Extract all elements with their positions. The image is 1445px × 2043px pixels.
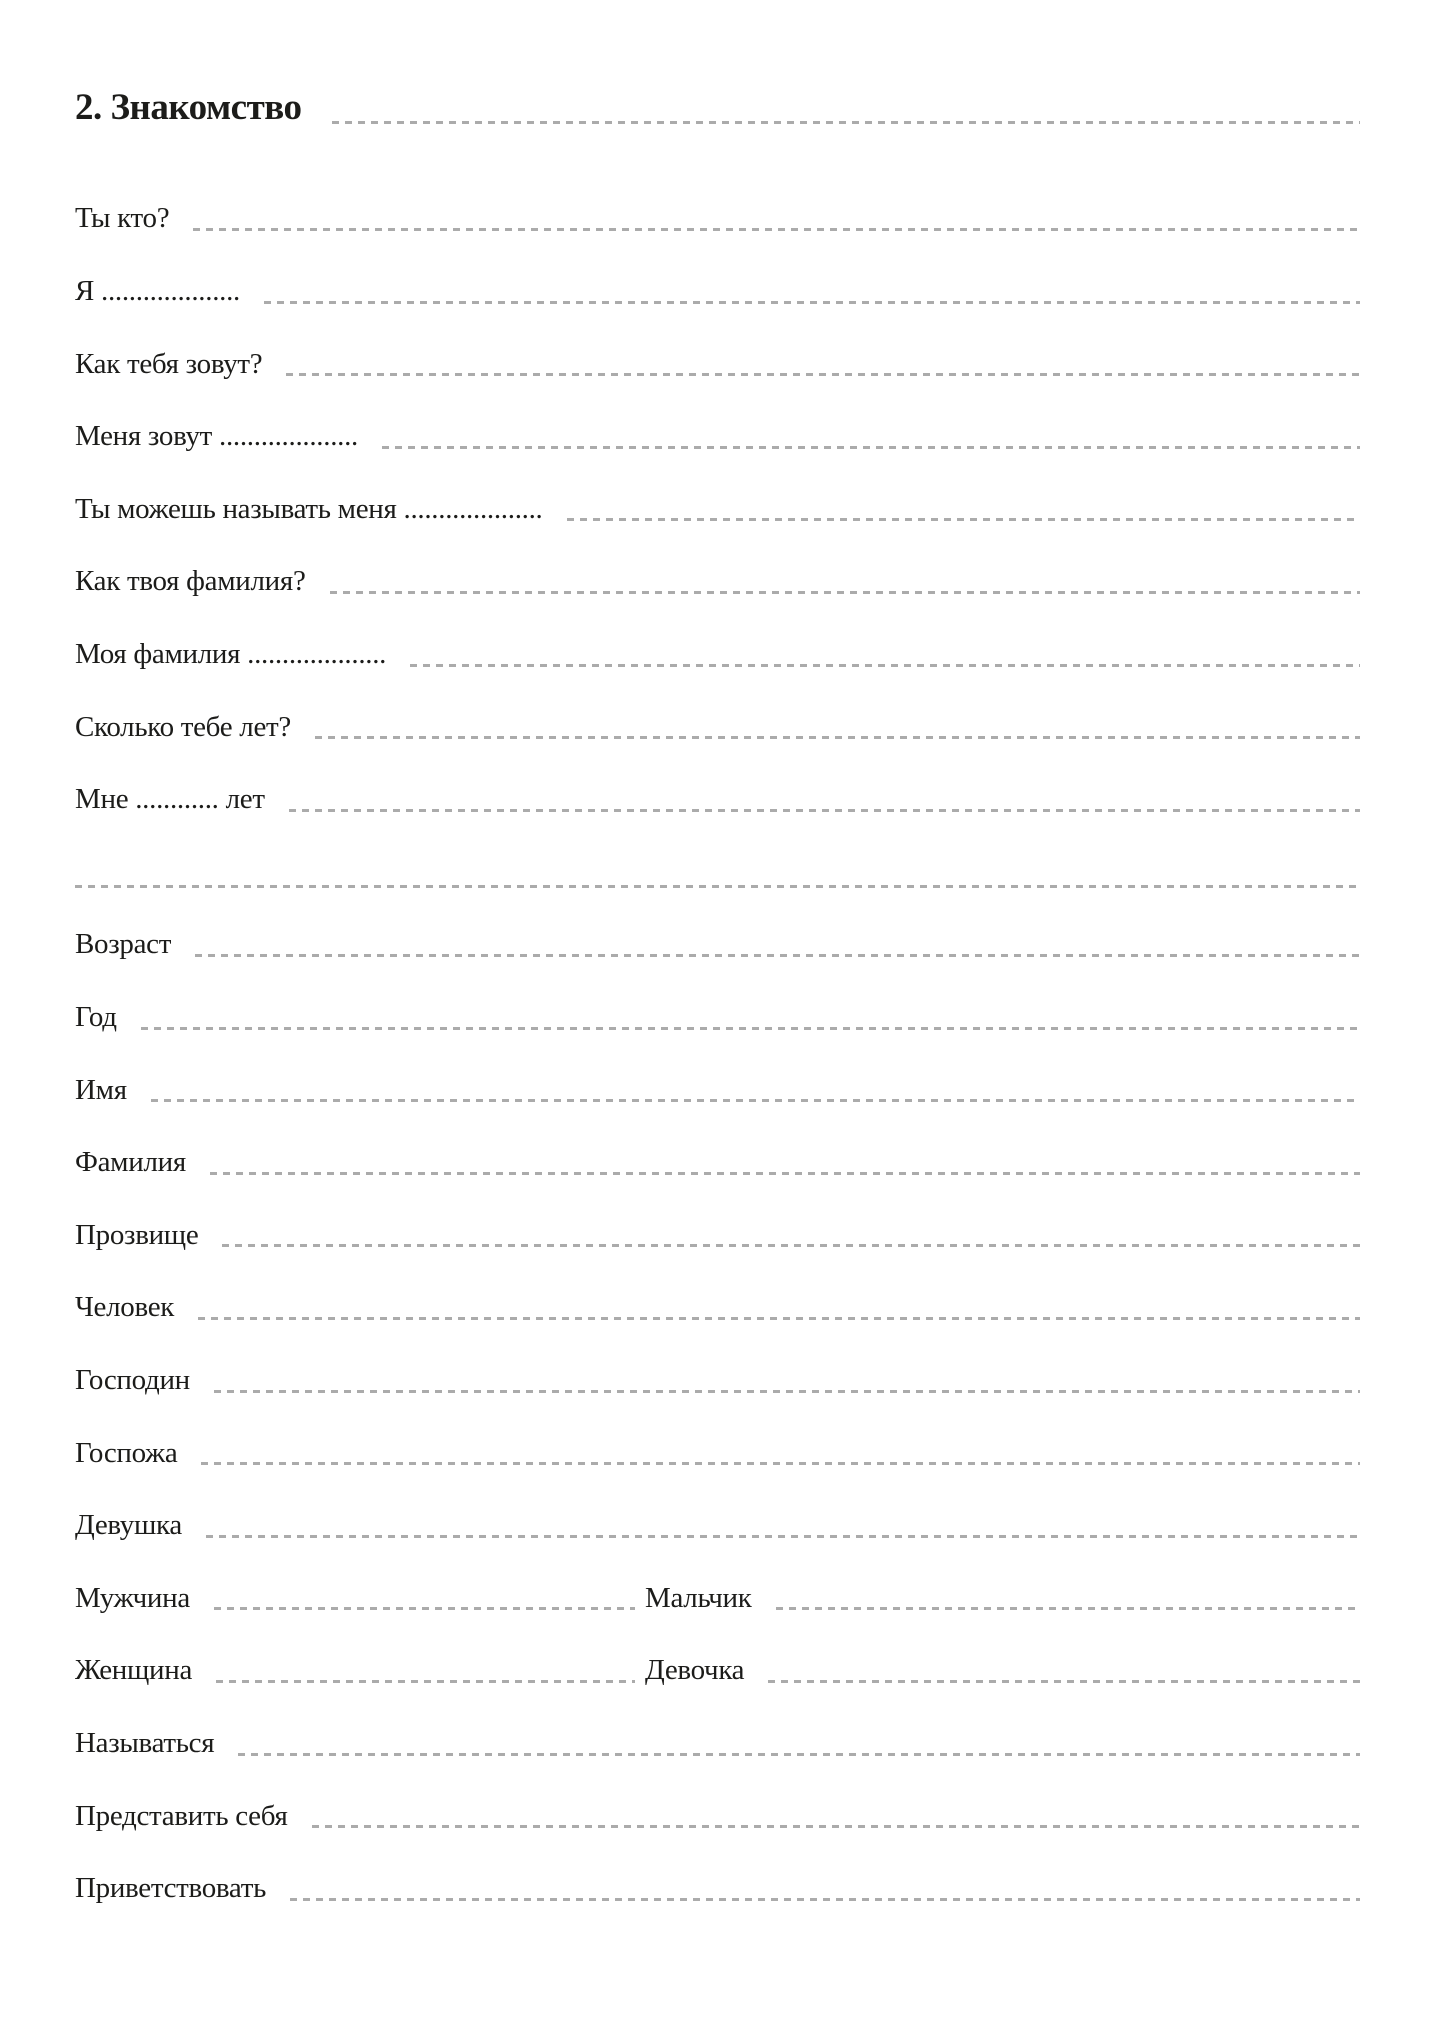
phrase-label: Как тебя зовут?: [75, 347, 263, 380]
phrase-label: Моя фамилия ....................: [75, 638, 387, 671]
writing-line: [289, 809, 1360, 812]
phrase-label: Как твоя фамилия?: [75, 565, 306, 598]
writing-line: [330, 591, 1360, 594]
phrase-row: [75, 773, 1360, 815]
blank-writing-line: [75, 885, 1360, 888]
phrase-row: [75, 700, 1360, 742]
phrase-label: Сколько тебе лет?: [75, 710, 291, 743]
writing-line: [312, 1825, 1361, 1828]
writing-line: [410, 664, 1360, 667]
phrase-label: Меня зовут ....................: [75, 420, 358, 453]
writing-line: [264, 301, 1360, 304]
vocab-row: [75, 1208, 1360, 1250]
writing-line: [210, 1172, 1360, 1175]
writing-line: [206, 1535, 1360, 1538]
vocab-label: Женщина: [75, 1654, 193, 1687]
phrase-row: [75, 410, 1360, 452]
vocab-row: [75, 1281, 1360, 1323]
vocab-row: [75, 1426, 1360, 1468]
phrase-label: Мне ............ лет: [75, 783, 265, 816]
section-title: 2. Знакомство: [75, 87, 302, 129]
vocab-label: Возраст: [75, 928, 172, 961]
phrase-row: [75, 482, 1360, 524]
vocab-label: Госпожа: [75, 1436, 178, 1469]
vocab-column-right: [635, 1581, 1360, 1614]
phrase-row: [75, 337, 1360, 379]
phrase-row: [75, 192, 1360, 234]
vocab-row: [75, 1789, 1360, 1831]
vocab-label: Девушка: [75, 1509, 182, 1542]
writing-line: [768, 1680, 1360, 1683]
vocab-label: Представить себя: [75, 1799, 288, 1832]
vocab-label: Прозвище: [75, 1218, 199, 1251]
writing-line: [151, 1099, 1360, 1102]
vocab-row: [75, 991, 1360, 1033]
writing-line: [193, 228, 1360, 231]
phrase-label: Я ....................: [75, 275, 240, 308]
section-title-row: [75, 75, 1360, 127]
vocab-row: [75, 1644, 1360, 1686]
vocab-label: Год: [75, 1001, 117, 1034]
vocab-label: Человек: [75, 1291, 175, 1324]
writing-line: [315, 736, 1360, 739]
vocab-row: [75, 1354, 1360, 1396]
writing-line: [382, 446, 1360, 449]
vocab-column-left: [75, 1581, 635, 1614]
vocab-row: [75, 1063, 1360, 1105]
vocab-label: Имя: [75, 1073, 127, 1106]
vocab-label: Приветствовать: [75, 1872, 267, 1905]
writing-line: [214, 1607, 635, 1610]
vocab-row: [75, 918, 1360, 960]
phrase-row: [75, 628, 1360, 670]
writing-line: [216, 1680, 635, 1683]
phrase-label: Ты кто?: [75, 202, 170, 235]
vocab-row: [75, 1571, 1360, 1613]
writing-line: [238, 1753, 1360, 1756]
writing-line: [201, 1462, 1360, 1465]
writing-line: [198, 1317, 1360, 1320]
vocab-label: Фамилия: [75, 1146, 186, 1179]
title-ruled-line: [332, 121, 1360, 124]
vocab-label-secondary: Девочка: [645, 1654, 745, 1687]
vocab-label-secondary: Мальчик: [645, 1581, 752, 1614]
vocab-label: Мужчина: [75, 1581, 190, 1614]
writing-line: [141, 1027, 1360, 1030]
vocab-label: Называться: [75, 1727, 215, 1760]
phrase-label: Ты можешь называть меня ....................: [75, 492, 543, 525]
phrase-row: [75, 555, 1360, 597]
writing-line: [567, 518, 1360, 521]
vocab-row: [75, 1862, 1360, 1904]
vocab-row: [75, 1499, 1360, 1541]
writing-line: [290, 1898, 1360, 1901]
writing-line: [776, 1607, 1361, 1610]
writing-line: [195, 954, 1360, 957]
vocab-column-right: [635, 1656, 1360, 1686]
blank-row: [75, 849, 1360, 891]
vocab-column-left: [75, 1656, 635, 1686]
vocab-row: [75, 1717, 1360, 1759]
vocab-label: Господин: [75, 1364, 190, 1397]
writing-line: [286, 373, 1360, 376]
writing-line: [214, 1390, 1360, 1393]
vocab-row: [75, 1136, 1360, 1178]
phrase-row: [75, 265, 1360, 307]
writing-line: [222, 1244, 1360, 1247]
